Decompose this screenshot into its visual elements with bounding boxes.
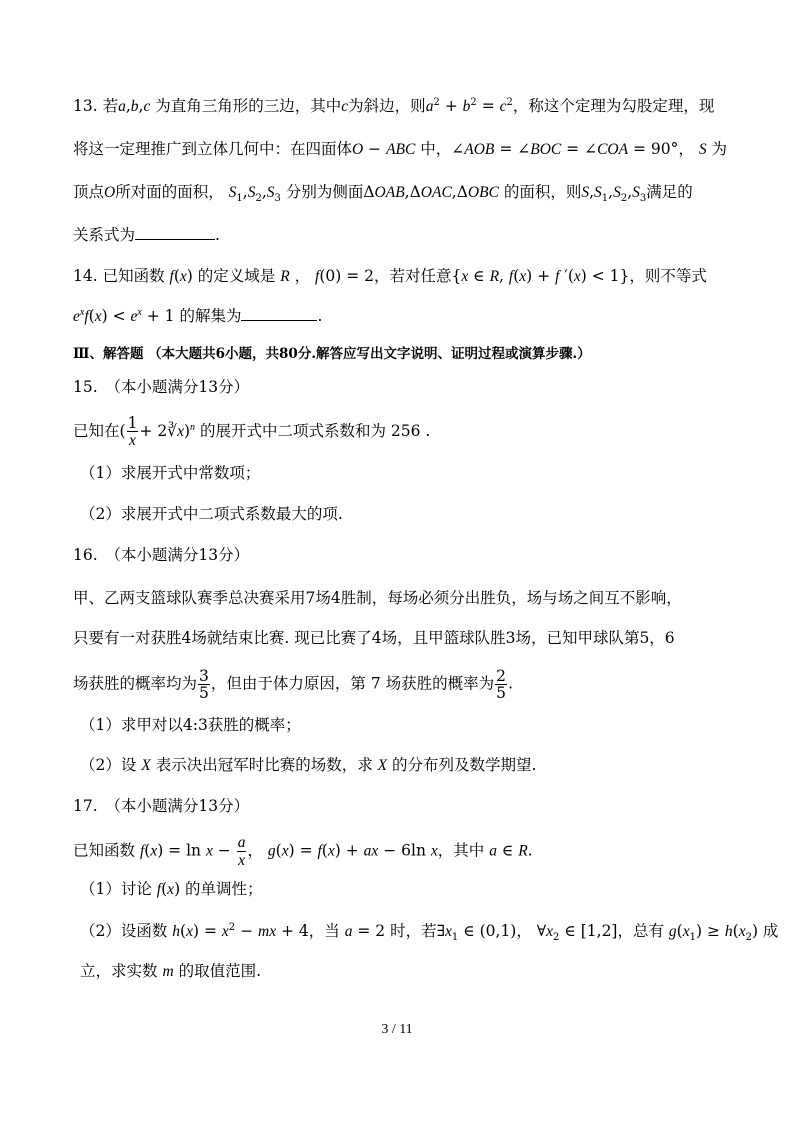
q15-part-1: （1）求展开式中常数项； [80,464,261,482]
q15-header: 15. （本小题满分13分） [73,378,250,396]
q16-line2: 只要有一对获胜4场就结束比赛. 现已比赛了4场，且甲篮球队胜3场，已知甲球队第5，6 [73,629,675,647]
q17-stem: 已知函数 f(x) = ln x − $\frac{a}{x}$ ， g(x) = f(x) + ax − 6ln x，其中 a ∈ R. [73,834,533,869]
q17-header: 17. （本小题满分13分） [73,797,250,815]
q17-part-1: （1）讨论 f(x) 的单调性； [80,880,263,898]
q13-line4: 关系式为 . [73,226,220,244]
fraction: $\frac{1}{x}$ [127,414,138,449]
page-number: 3 / 11 [381,1022,413,1037]
answer-blank [135,225,215,240]
q13-line2: 将这一定理推广到立体几何中：在四面体O − ABC 中，∠AOB = ∠BOC = ∠COA = 90°， S 为 [73,140,728,158]
section-3-heading: Ⅲ、解答题 （本大题共6小题，共80分.解答应写出文字说明、证明过程或演算步骤.） [73,346,591,362]
fraction: $\frac{3}{5}$ [199,667,209,702]
q16-line1: 甲、乙两支篮球队赛季总决赛采用7场4胜制，每场必须分出胜负，场与场之间互不影响， [73,589,682,607]
answer-blank [241,306,317,321]
fraction: $\frac{2}{5}$ [496,667,506,702]
q17-part-2-line2: 立，求实数 m 的取值范围. [80,962,261,980]
q13-line1: 13. 若a,b,c 为直角三角形的三边，其中c为斜边，则$a^2 + b^2 = c^2$，称这个定理为勾股定理，现 [73,96,715,115]
q14-line1: 14. 已知函数 f(x) 的定义域是 R ， f(0) = 2，若对任意{x ∈ R, f(x) + f ′(x) < 1}，则不等式 [73,267,707,285]
q17-part-2-line1: （2）设函数 $h(x) = x^2$ − mx + 4，当 a = 2 时，若$\exists x_1$ ∈ (0,1)， $\forall x_2$ ∈ [1,2]，总有 $g(x_1) \ge h(x_2)$ 成 [80,921,779,944]
q16-line3: 场获胜的概率均为 $\frac{3}{5}$ ，但由于体力原因，第 7 场获胜的概率为 $\frac{2}{5}$ . [73,667,513,702]
q16-part-2: （2）设 X 表示决出冠军时比赛的场数，求 X 的分布列及数学期望. [80,756,537,774]
q14-line2: $e^xf(x) < e^x + 1$ 的解集为 . [73,306,323,325]
q16-part-1: （1）求甲对以4:3获胜的概率； [80,716,301,734]
q15-stem: 已知在( $\frac{1}{x}$ + 2∛x)$^n$ 的展开式中二项式系数和为 256 . [73,414,431,449]
q16-header: 16. （本小题满分13分） [73,546,250,564]
fraction: $\frac{a}{x}$ [237,834,246,869]
q13-line3: 顶点O所对面的面积， $S_1,S_2,S_3$ 分别为侧面ΔOAB,ΔOAC,ΔOBC 的面积，则$S,S_1,S_2,S_3$满足的 [73,183,693,205]
q15-part-2: （2）求展开式中二项式系数最大的项. [80,505,343,523]
